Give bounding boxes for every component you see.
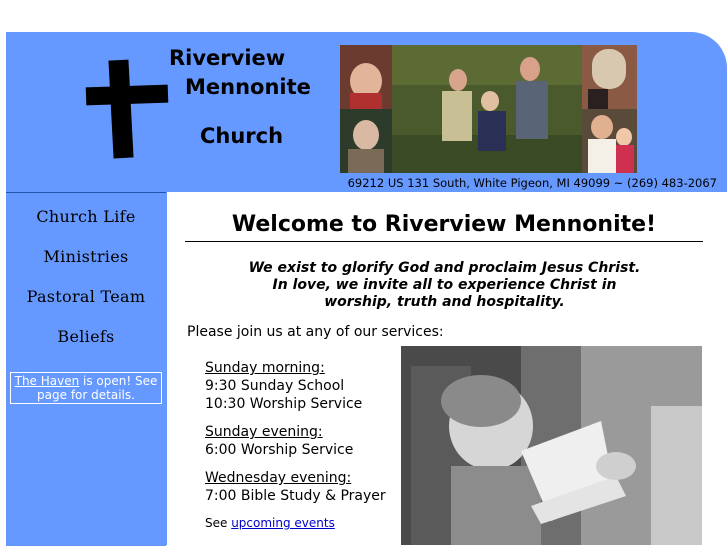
see-events <box>205 516 335 530</box>
site-title-line3: Church <box>200 124 284 148</box>
haven-notice <box>10 372 162 404</box>
photo-image <box>401 346 702 545</box>
service-heading: Wednesday evening: <box>205 470 352 486</box>
nav-beliefs[interactable]: Beliefs <box>57 327 115 346</box>
nav-church-life[interactable]: Church Life <box>36 207 136 226</box>
nav-ministries[interactable]: Ministries <box>43 247 129 266</box>
nav-pastoral-team[interactable]: Pastoral Team <box>26 287 146 306</box>
haven-text: is open! See page for details. <box>37 374 158 402</box>
service-heading: Sunday evening: <box>205 424 323 440</box>
mission-line: worship, truth and hospitality. <box>324 294 565 310</box>
mission-line: In love, we invite all to experience Christ in <box>272 277 617 293</box>
mission-statement <box>227 260 662 311</box>
mission-line: We exist to glorify God and proclaim Jesus Christ. <box>248 260 641 276</box>
header-photo-collage <box>340 45 637 173</box>
site-title-line2: Mennonite <box>185 75 311 99</box>
cross-horizontal-bar <box>86 85 169 106</box>
child-with-hymnal-photo <box>401 346 702 545</box>
site-title-line1: Riverview <box>169 46 286 70</box>
sidebar <box>6 192 166 546</box>
see-prefix: See <box>205 516 232 530</box>
welcome-heading: Welcome to Riverview Mennonite! <box>185 212 703 242</box>
join-text: Please join us at any of our services: <box>187 324 444 340</box>
haven-link[interactable]: The Haven <box>14 374 80 388</box>
service-line: 6:00 Worship Service <box>205 442 354 458</box>
collage-image <box>340 45 637 173</box>
service-line: 10:30 Worship Service <box>205 396 363 412</box>
upcoming-events-link[interactable]: upcoming events <box>231 516 335 530</box>
church-address: 69212 US 131 South, White Pigeon, MI 49099 ~ (269) 483-2067 <box>347 176 717 190</box>
main-content <box>167 192 727 545</box>
service-heading: Sunday morning: <box>205 360 325 376</box>
service-line: 7:00 Bible Study & Prayer <box>205 488 386 504</box>
service-line: 9:30 Sunday School <box>205 378 345 394</box>
